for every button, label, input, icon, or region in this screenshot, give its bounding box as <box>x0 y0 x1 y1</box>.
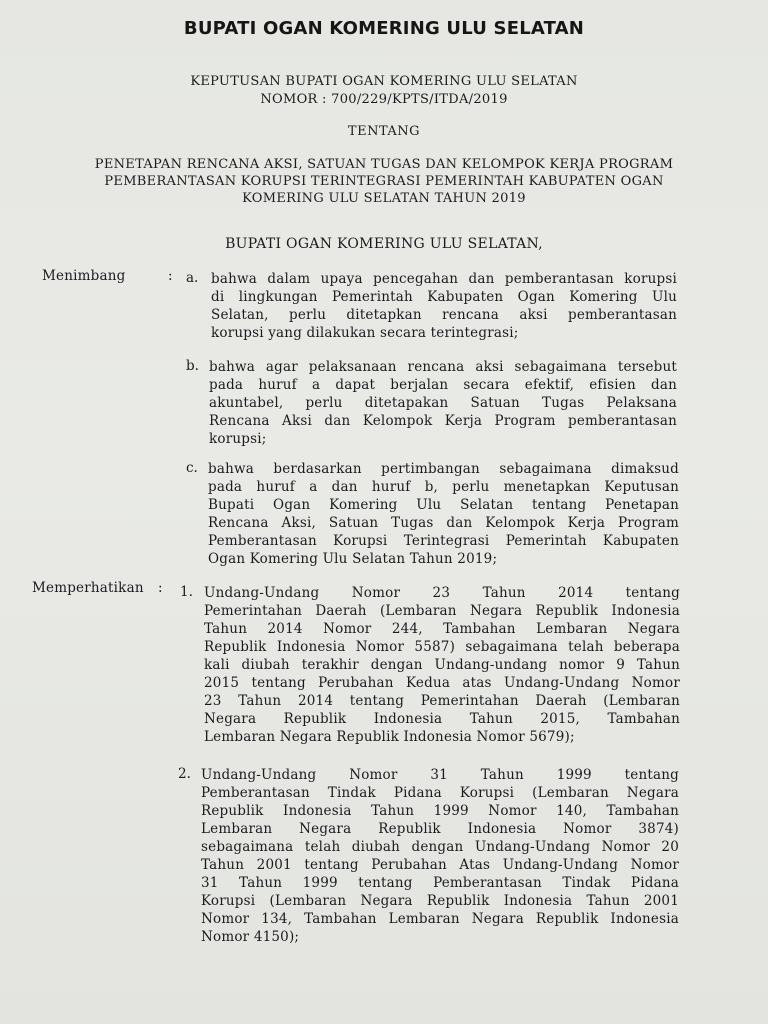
text-line: 31 Tahun 1999 tentang Pemberantasan Tindak Pidana <box>201 875 679 891</box>
text-line: Korupsi (Lembaran Negara Republik Indonesia Tahun 2001 <box>201 893 679 909</box>
text-line: Tahun 2001 tentang Perubahan Atas Undang-Undang Nomor <box>201 857 679 873</box>
item-marker: c. <box>186 460 198 476</box>
text-line: Nomor 134, Tambahan Lembaran Negara Republik Indonesia <box>201 911 679 927</box>
text-line: Lembaran Negara Republik Indonesia Nomor 5679); <box>204 729 575 745</box>
menimbang-label: Menimbang <box>42 268 126 284</box>
text-line: Selatan, perlu ditetapkan rencana aksi pemberantasan <box>211 307 677 323</box>
text-line: 2015 tentang Perubahan Kedua atas Undang-Undang Nomor <box>204 675 680 691</box>
item-marker: 2. <box>178 766 191 782</box>
text-line: pada huruf a dapat berjalan secara efektif, efisien dan <box>209 377 677 393</box>
item-marker: a. <box>186 270 199 286</box>
text-line: bahwa dalam upaya pencegahan dan pemberantasan korupsi <box>211 271 677 287</box>
menimbang-item-a <box>211 270 677 342</box>
memperhatikan-item-1 <box>204 584 680 746</box>
decision-title: KEPUTUSAN BUPATI OGAN KOMERING ULU SELATAN <box>190 74 578 89</box>
subject-line: PENETAPAN RENCANA AKSI, SATUAN TUGAS DAN KELOMPOK KERJA PROGRAM <box>94 157 674 172</box>
item-marker: b. <box>186 358 199 374</box>
text-line: Bupati Ogan Komering Ulu Selatan tentang Penetapan <box>208 497 679 513</box>
text-line: kali diubah terakhir dengan Undang-undang nomor 9 Tahun <box>204 657 680 673</box>
tentang-heading: TENTANG <box>347 124 421 139</box>
menimbang-colon: : <box>168 268 173 284</box>
text-line: Pemberantasan Korupsi Terintegrasi Pemerintah Kabupaten <box>208 533 679 549</box>
text-line: Rencana Aksi dan Kelompok Kerja Program pemberantasan <box>209 413 677 429</box>
text-line: Undang-Undang Nomor 23 Tahun 2014 tentang <box>204 585 680 601</box>
text-line: 23 Tahun 2014 tentang Pemerintahan Daerah (Lembaran <box>204 693 680 709</box>
memperhatikan-item-2 <box>201 766 679 946</box>
text-line: Ogan Komering Ulu Selatan Tahun 2019; <box>208 551 498 567</box>
text-line: pada huruf a dan huruf b, perlu menetapkan Keputusan <box>208 479 679 495</box>
text-line: Tahun 2014 Nomor 244, Tambahan Lembaran Negara <box>204 621 680 637</box>
decision-number: NOMOR : 700/229/KPTS/ITDA/2019 <box>260 92 508 107</box>
item-marker: 1. <box>180 584 193 600</box>
text-line: Negara Republik Indonesia Tahun 2015, Tambahan <box>204 711 680 727</box>
subject-line: KOMERING ULU SELATAN TAHUN 2019 <box>242 191 526 206</box>
text-line: korupsi yang dilakukan secara terintegrasi; <box>211 325 519 341</box>
text-line: Republik Indonesia Nomor 5587) sebagaimana telah beberapa <box>204 639 680 655</box>
text-line: Pemerintahan Daerah (Lembaran Negara Republik Indonesia <box>204 603 680 619</box>
bupati-line: BUPATI OGAN KOMERING ULU SELATAN, <box>225 236 543 252</box>
text-line: bahwa agar pelaksanaan rencana aksi sebagaimana tersebut <box>209 359 677 375</box>
text-line: akuntabel, perlu ditetapakan Satuan Tugas Pelaksana <box>209 395 677 411</box>
text-line: korupsi; <box>209 431 267 447</box>
text-line: Nomor 4150); <box>201 929 300 945</box>
text-line: Republik Indonesia Tahun 1999 Nomor 140, Tambahan <box>201 803 679 819</box>
text-line: Undang-Undang Nomor 31 Tahun 1999 tentang <box>201 767 679 783</box>
subject-line: PEMBERANTASAN KORUPSI TERINTEGRASI PEMERINTAH KABUPATEN OGAN <box>104 174 664 189</box>
decision-subject <box>50 156 718 207</box>
text-line: bahwa berdasarkan pertimbangan sebagaimana dimaksud <box>208 461 679 477</box>
text-line: Pemberantasan Tindak Pidana Korupsi (Lembaran Negara <box>201 785 679 801</box>
text-line: sebagaimana telah diubah dengan Undang-Undang Nomor 20 <box>201 839 679 855</box>
text-line: di lingkungan Pemerintah Kabupaten Ogan Komering Ulu <box>211 289 677 305</box>
memperhatikan-colon: : <box>158 580 163 596</box>
text-line: Rencana Aksi, Satuan Tugas dan Kelompok Kerja Program <box>208 515 679 531</box>
bupati-title: BUPATI OGAN KOMERING ULU SELATAN <box>183 18 585 39</box>
memperhatikan-label: Memperhatikan <box>32 580 144 596</box>
menimbang-item-c <box>208 460 679 568</box>
text-line: Lembaran Negara Republik Indonesia Nomor 3874) <box>201 821 679 837</box>
menimbang-item-b <box>209 358 677 448</box>
